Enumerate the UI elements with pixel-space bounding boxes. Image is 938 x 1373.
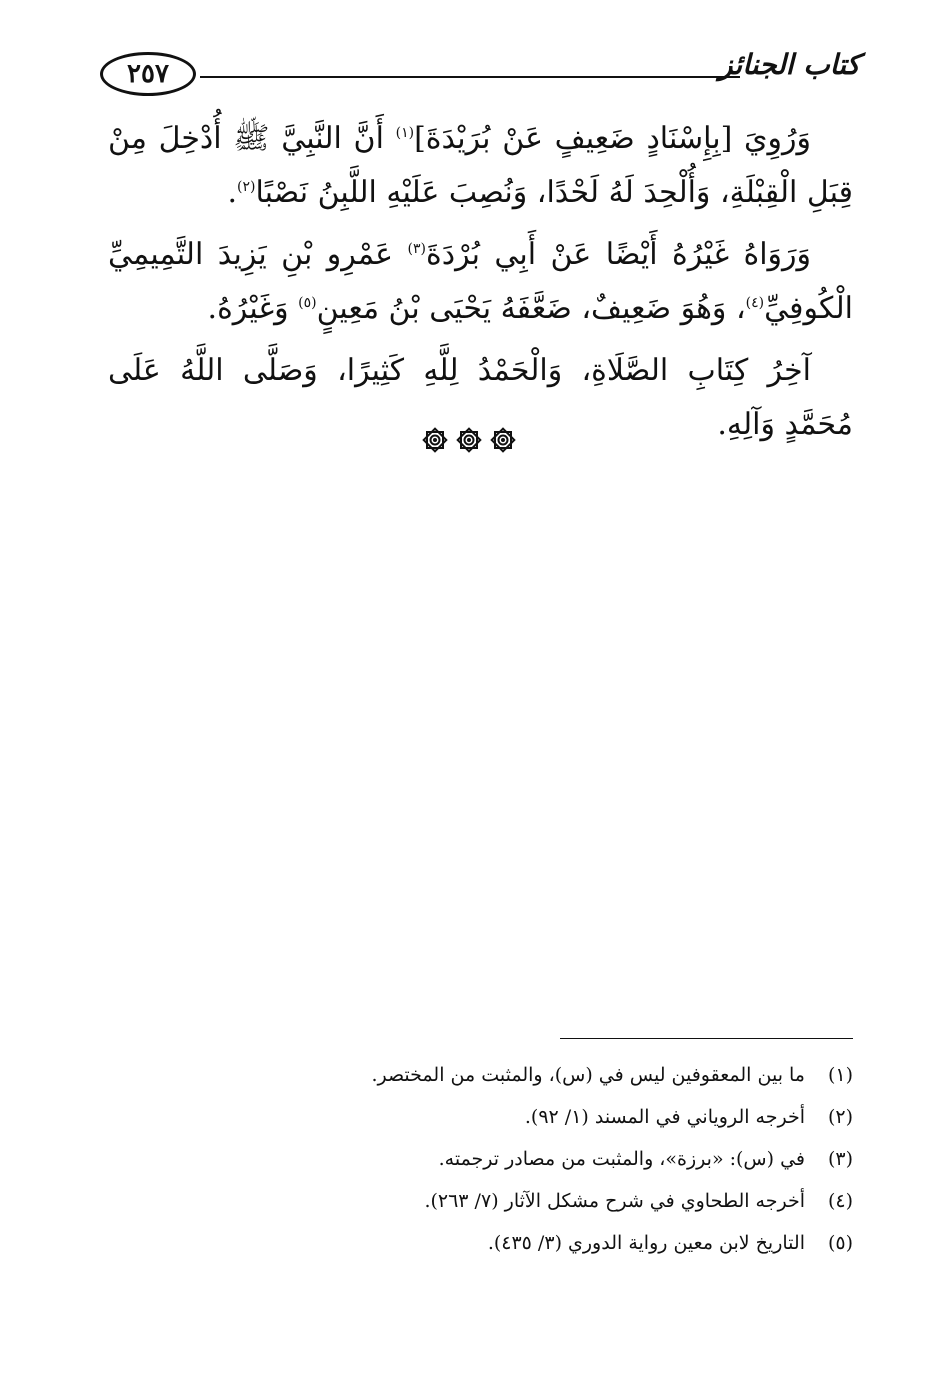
footnote-number: (٥) xyxy=(827,1232,853,1254)
page-number: ٢٥٧ xyxy=(100,52,196,96)
text-segment: عَمْرِو بْنِ يَزِيدَ التَّمِيمِيِّ الْكُوفِيِّ xyxy=(108,237,853,326)
header-rule xyxy=(200,76,740,78)
footnote-separator xyxy=(560,1038,853,1039)
rosette-ornament-icon xyxy=(454,425,484,455)
text-segment: أَنَّ النَّبِيَّ ﷺ أُدْخِلَ مِنْ قِبَلِ الْقِبْلَةِ، وَأُلْحِدَ لَهُ لَحْدًا، وَنُصِبَ عَلَيْهِ اللَّبِنُ نَصْبًا xyxy=(108,121,853,210)
footnote-number: (١) xyxy=(827,1064,853,1086)
footnote-ref: (١) xyxy=(395,125,415,141)
footnote-number: (٢) xyxy=(827,1106,853,1128)
text-segment: وَغَيْرُهُ. xyxy=(207,291,299,326)
page-header xyxy=(100,40,860,110)
text-segment: ، وَهُوَ ضَعِيفٌ، ضَعَّفَهُ يَحْيَى بْنُ مَعِينٍ xyxy=(316,291,746,326)
footnote-ref: (٤) xyxy=(745,295,765,311)
rosette-ornament-icon xyxy=(420,425,450,455)
footnote-text: أخرجه الطحاوي في شرح مشكل الآثار (٧/ ٢٦٣). xyxy=(424,1190,805,1212)
book-title: كتاب الجنائز xyxy=(718,48,860,81)
main-text xyxy=(108,112,853,452)
text-segment: . xyxy=(227,175,238,210)
footnote-text: التاريخ لابن معين رواية الدوري (٣/ ٤٣٥). xyxy=(487,1232,805,1254)
rosette-ornament-icon xyxy=(488,425,518,455)
footnote-ref: (٣) xyxy=(407,241,426,257)
footnote-item xyxy=(300,1064,853,1086)
paragraph-2 xyxy=(108,228,853,336)
footnote-text: ما بين المعقوفين ليس في (س)، والمثبت من المختصر. xyxy=(371,1064,805,1086)
footnote-number: (٤) xyxy=(827,1190,853,1212)
paragraph-1 xyxy=(108,112,853,220)
footnotes xyxy=(300,1064,853,1274)
footnote-number: (٣) xyxy=(827,1148,853,1170)
footnote-ref: (٥) xyxy=(298,295,317,311)
ornament-divider xyxy=(0,425,938,455)
footnote-text: أخرجه الروياني في المسند (١/ ٩٢). xyxy=(524,1106,805,1128)
text-segment: وَرُوِيَ [بِإِسْنَادٍ ضَعِيفٍ عَنْ بُرَيْدَةَ] xyxy=(414,121,811,156)
footnote-text: في (س): «برزة»، والمثبت من مصادر ترجمته. xyxy=(438,1148,805,1170)
footnote-item xyxy=(300,1106,853,1128)
footnote-item xyxy=(300,1232,853,1254)
footnote-item xyxy=(300,1148,853,1170)
footnote-ref: (٢) xyxy=(237,179,256,195)
footnote-item xyxy=(300,1190,853,1212)
text-segment: وَرَوَاهُ غَيْرُهُ أَيْضًا عَنْ أَبِي بُرْدَةَ xyxy=(426,237,811,272)
paragraph-3: آخِرُ كِتَابِ الصَّلَاةِ، وَالْحَمْدُ لِلَّهِ كَثِيرًا، وَصَلَّى اللَّهُ عَلَى مُحَمَّدٍ وَآلِهِ. xyxy=(108,353,853,442)
